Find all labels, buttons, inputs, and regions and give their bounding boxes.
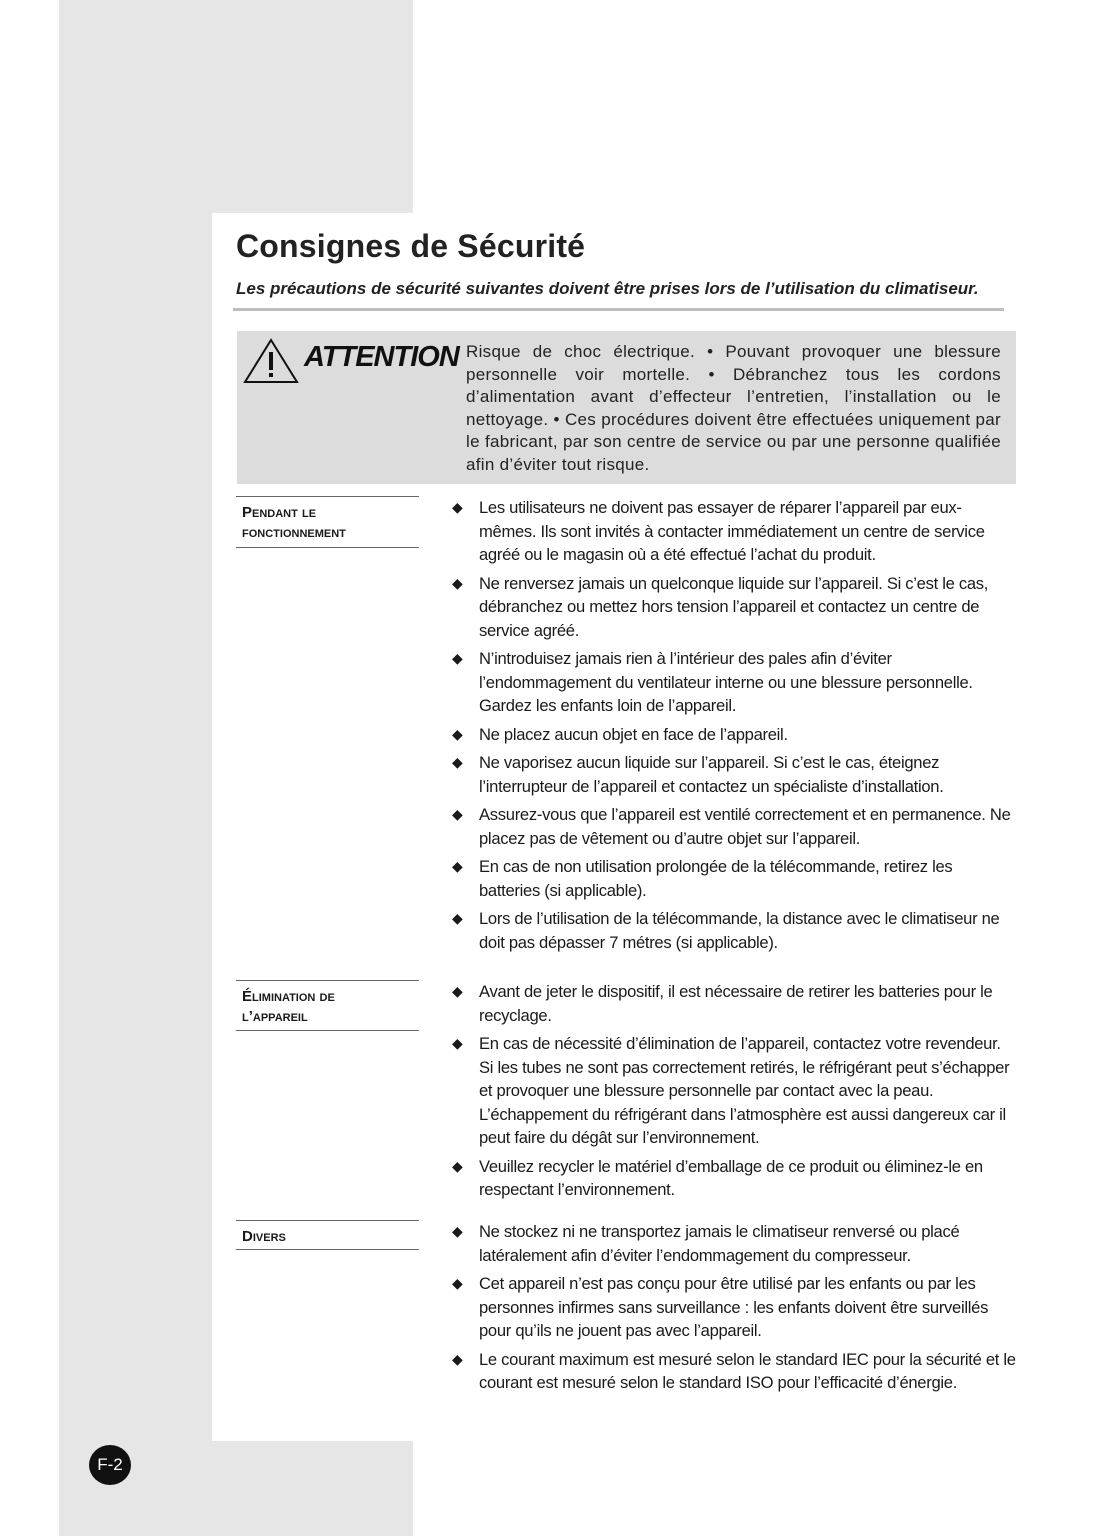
diamond-bullet-icon: ◆ <box>452 1275 463 1291</box>
diamond-bullet-icon: ◆ <box>452 1350 463 1367</box>
title-divider <box>233 308 1004 311</box>
list-item: ◆ Ne stockez ni ne transportez jamais le climatiseur renversé ou placé latéralement afin d’éviter l’endommagement du compresseur. <box>452 1222 960 1265</box>
list-item: ◆ Le courant maximum est mesuré selon le standard IEC pour la sécurité et le courant est mesuré selon le standard ISO pour l’efficacité d’énergie. <box>452 1349 1016 1392</box>
diamond-bullet-icon: ◆ <box>452 910 463 926</box>
page-subtitle: Les précautions de sécurité suivantes doivent être prises lors de l’utilisation du climatiseur. <box>236 279 979 298</box>
list-item: ◆ Les utilisateurs ne doivent pas essayer de réparer l’appareil par eux-mêmes. Ils sont invités à contacter immédiatement un centre de service agréé ou le magasin où a été effectué l’achat du produit. <box>452 498 985 564</box>
diamond-bullet-icon: ◆ <box>452 754 463 770</box>
list-item: ◆ N’introduisez jamais rien à l’intérieur des pales afin d’éviter l’endommagement du ventilateur interne ou une blessure personnelle. Gardez les enfants loin de l’appareil. <box>452 649 973 715</box>
diamond-bullet-icon: ◆ <box>452 983 463 999</box>
page-number-badge: F-2 <box>89 1445 131 1485</box>
diamond-bullet-icon: ◆ <box>452 574 463 591</box>
diamond-bullet-icon: ◆ <box>452 1035 463 1051</box>
diamond-bullet-icon: ◆ <box>452 650 463 666</box>
section-heading-misc <box>236 1220 419 1250</box>
warning-triangle-icon <box>242 337 300 385</box>
list-item: ◆ Assurez-vous que l’appareil est ventilé correctement et en permanence. Ne placez pas de vêtement ou d’autre objet sur l’appareil. <box>452 805 1011 848</box>
attention-text: Risque de choc électrique. • Pouvant provoquer une blessure personnelle voir mortelle. • Débranchez tous les cordons d’alimentation avant d’effecteur l’entretien, l’installation ou le nettoyage. • Ces procédures doivent être effectuées uniquement par le fabricant, par son centre de service ou par une personne qualifiée afin d’éviter tout risque. <box>466 342 1001 474</box>
list-item: ◆ Lors de l’utilisation de la télécommande, la distance avec le climatiseur ne doit pas dépasser 7 métres (si applicable). <box>452 909 1000 952</box>
attention-label: ATTENTION <box>304 341 459 373</box>
section-list-operation <box>452 496 1017 959</box>
diamond-bullet-icon: ◆ <box>452 806 463 822</box>
section-heading-line: Élimination de <box>242 988 335 1005</box>
list-item: ◆ Cet appareil n’est pas conçu pour être utilisé par les enfants ou par les personnes infirmes sans surveillance : les enfants doivent être surveillés pour qu’ils ne jouent pas avec l’appareil. <box>452 1274 989 1340</box>
list-item: ◆ Ne vaporisez aucun liquide sur l’appareil. Si c’est le cas, éteignez l’interrupteur de l’appareil et contactez un spécialiste d’installation. <box>452 753 944 796</box>
section-list-disposal <box>452 980 1017 1207</box>
section-heading-line: fonctionnement <box>242 524 346 541</box>
diamond-bullet-icon: ◆ <box>452 858 463 874</box>
diamond-bullet-icon: ◆ <box>452 1157 463 1174</box>
list-item: ◆ Ne renversez jamais un quelconque liquide sur l’appareil. Si c’est le cas, débranchez ou mettez hors tension l’appareil et contactez un centre de service agréé. <box>452 573 989 640</box>
diamond-bullet-icon: ◆ <box>452 499 463 515</box>
list-item: ◆ En cas de nécessité d’élimination de l’appareil, contactez votre revendeur. Si les tubes ne sont pas correctement retirés, le réfrigérant peut s’échapper et provoquer une blessure personnelle par contact avec la peau. L’échappement du réfrigérant dans l’atmosphère est aussi dangereux car il peut faire du dégât sur l’environnement. <box>452 1034 1010 1147</box>
list-item: ◆ Avant de jeter le dispositif, il est nécessaire de retirer les batteries pour le recyclage. <box>452 982 993 1025</box>
diamond-bullet-icon: ◆ <box>452 725 463 742</box>
section-heading-line: l’appareil <box>242 1008 308 1025</box>
list-item: ◆ En cas de non utilisation prolongée de la télécommande, retirez les batteries (si applicable). <box>452 857 953 900</box>
section-heading-line: Pendant le <box>242 504 317 521</box>
section-heading-disposal <box>236 980 419 1031</box>
page-title: Consignes de Sécurité <box>236 228 586 264</box>
section-heading-operation <box>236 496 419 548</box>
section-list-misc <box>452 1220 1017 1400</box>
list-item: ◆ Veuillez recycler le matériel d’emballage de ce produit ou éliminez-le en respectant l’environnement. <box>452 1156 983 1199</box>
diamond-bullet-icon: ◆ <box>452 1223 463 1239</box>
list-item: ◆ Ne placez aucun objet en face de l’appareil. <box>452 723 1017 747</box>
section-heading-line: Divers <box>242 1228 286 1245</box>
